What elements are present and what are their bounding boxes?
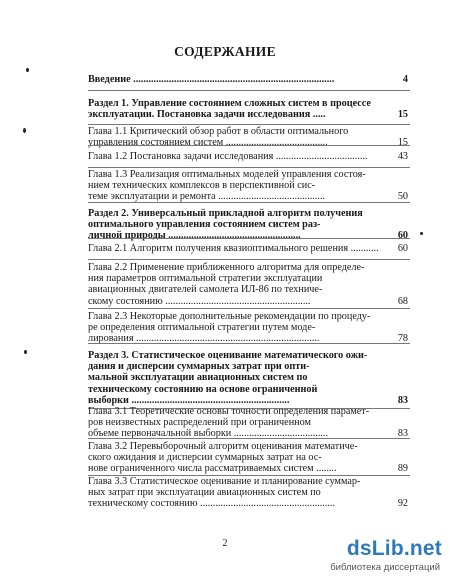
toc-entry-page: 83: [390, 428, 408, 439]
toc-entry-chapter-3-2[interactable]: [88, 441, 408, 475]
toc-entry-page: 60: [390, 243, 408, 254]
watermark-logo-tld: .net: [403, 537, 442, 560]
divider: [88, 167, 410, 168]
toc-entry-chapter-3-3[interactable]: [88, 476, 408, 510]
toc-entry-chapter-1-3[interactable]: [88, 169, 408, 203]
watermark-logo-main: dsLib: [346, 537, 404, 560]
toc-entry-text: Глава 1.2 Постановка задачи исследования ....................................: [88, 151, 368, 162]
toc-entry-text: нове ограниченного числа рассматриваемых систем ........: [88, 463, 337, 475]
toc-entry-text: Глава 2.2 Применение приближенного алгоритма для определе-: [88, 262, 365, 273]
divider: [88, 238, 410, 239]
toc-entry-page: 4: [390, 74, 408, 85]
divider: [88, 308, 410, 309]
toc-entry-text: Раздел 3. Статистическое оценивание математического ожи-: [88, 350, 368, 361]
toc-entry-text: теме эксплуатации и ремонта ..........................................: [88, 191, 326, 203]
toc-entry-text: ров неизвестных распределений при ограниченном: [88, 417, 311, 429]
toc-entry-chapter-2-3[interactable]: [88, 311, 408, 345]
toc-entry-text: Глава 1.1 Критический обзор работ в области оптимального: [88, 126, 349, 137]
toc-entry-section-3[interactable]: [88, 350, 408, 406]
scan-speck: [26, 68, 29, 72]
toc-entry-text: Введение ...............................................................................: [88, 74, 335, 85]
toc-title: СОДЕРЖАНИЕ: [174, 44, 276, 59]
toc-entry-text: Глава 2.3 Некоторые дополнительные рекомендации по процеду-: [88, 311, 371, 322]
toc-entry-text: управления состоянием систем ........................................: [88, 137, 328, 149]
toc-entry-text: оптимального управления состоянием систем раз-: [88, 219, 321, 231]
toc-entry-text: дания и дисперсии суммарных затрат при опти-: [88, 361, 310, 373]
toc-entry-text: авиационных двигателей самолета ИЛ-86 по техниче-: [88, 284, 323, 296]
toc-entry-chapter-3-1[interactable]: [88, 406, 408, 440]
toc-entry-chapter-2-2[interactable]: [88, 262, 408, 307]
toc-entry-text: Раздел 2. Универсальный прикладной алгоритм получения: [88, 208, 363, 219]
toc-entry-chapter-2-1[interactable]: [88, 243, 408, 254]
watermark-logo: [322, 537, 442, 561]
toc-entry-text: мальной эксплуатации авиационных систем по: [88, 372, 308, 384]
site-watermark: [322, 537, 442, 575]
divider: [88, 124, 410, 125]
watermark-subtitle: библиотека диссертаций: [330, 562, 440, 573]
toc-entry-text: техническому состоянию на основе ограниченной: [88, 383, 318, 395]
toc-entry-text: ных затрат при эксплуатации авиационных систем по: [88, 487, 321, 499]
toc-entry-page: 15: [390, 109, 408, 120]
toc-entry-text: выборки ..............................................................: [88, 394, 290, 406]
toc-entry-text: Глава 3.1 Теоретические основы точности определения парамет-: [88, 406, 370, 417]
toc-entry-text: техническому состоянию .....................................................: [88, 498, 336, 510]
divider: [88, 145, 410, 146]
toc-entry-text: ре определения оптимальной стратегии путем моде-: [88, 322, 316, 334]
toc-entry-text: Глава 3.3 Статистическое оценивание и планирование суммар-: [88, 476, 361, 487]
toc-entry-text: лирования ........................................................................: [88, 333, 320, 345]
divider: [88, 343, 410, 344]
toc-entry-page: 60: [390, 230, 408, 241]
toc-entry-text: Глава 2.1 Алгоритм получения квазиоптимального решения ...........: [88, 243, 379, 254]
toc-entry-page: 50: [390, 191, 408, 202]
scan-speck: [24, 350, 27, 354]
toc-entry-text: скому состоянию .........................................................: [88, 295, 311, 307]
toc-entry-text: Глава 1.3 Реализация оптимальных моделей управления состоя-: [88, 169, 366, 180]
toc-entry-text: нием технических комплексов в перспективной сис-: [88, 180, 316, 192]
toc-entry-page: 92: [390, 498, 408, 509]
divider: [88, 259, 410, 260]
toc-entry-page: 15: [390, 137, 408, 148]
toc-entry-text: Раздел 1. Управление состоянием сложных систем в процессе: [88, 98, 371, 109]
divider: [88, 438, 410, 439]
toc-entry-page: 89: [390, 463, 408, 474]
scan-speck: [420, 232, 423, 235]
toc-entry-text: личной природы ....................................................: [88, 230, 301, 242]
page-number: 2: [222, 538, 228, 549]
toc-entry-section-2[interactable]: [88, 208, 408, 242]
toc-entry-text: эксплуатации. Постановка задачи исследования .....: [88, 109, 326, 121]
toc-entry-text: Глава 3.2 Перевыборочный алгоритм оценивания математиче-: [88, 441, 358, 452]
toc-entry-chapter-1-2[interactable]: [88, 151, 408, 162]
toc-entry-section-1[interactable]: [88, 98, 408, 120]
toc-entry-text: объеме первоначальной выборки .....................................: [88, 428, 329, 440]
toc-entry-page: 83: [390, 395, 408, 406]
divider: [88, 90, 410, 91]
toc-entry-text: ния параметров оптимальной стратегии эксплуатации: [88, 273, 323, 285]
toc-entry-page: 68: [390, 296, 408, 307]
toc-entry-page: 43: [390, 151, 408, 162]
scan-speck: [23, 128, 26, 133]
toc-entry-text: ского ожидания и дисперсии суммарных затрат на ос-: [88, 452, 322, 464]
divider: [88, 202, 410, 203]
toc-entry-introduction[interactable]: [88, 74, 408, 85]
toc-entry-page: 78: [390, 333, 408, 344]
